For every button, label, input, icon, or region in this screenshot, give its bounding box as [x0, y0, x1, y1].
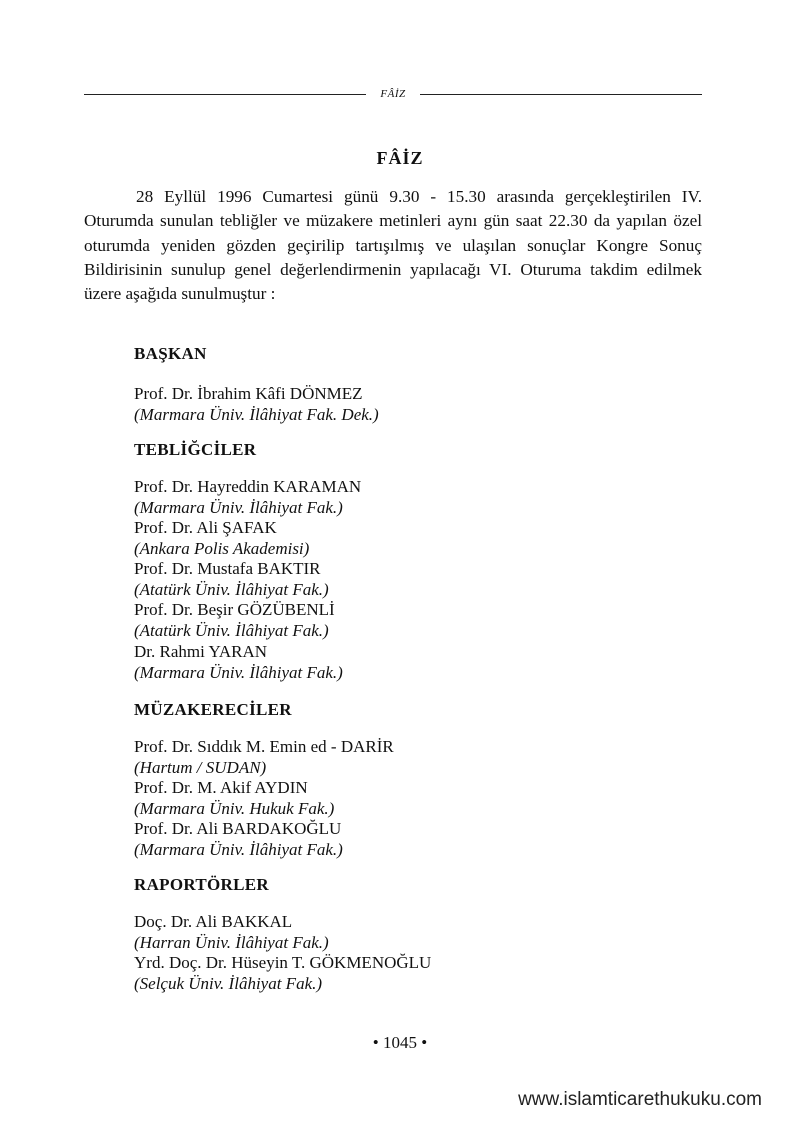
intro-text: 28 Eyllül 1996 Cumartesi günü 9.30 - 15.30 arasında gerçekleştirilen IV. Oturumda sunulan tebliğler ve müzakere metinleri aynı gün saat 22.30 da yapılan özel oturumda yeniden gözden geçirilip tartışılmış ve ulaşılan sonuçlar Kongre Sonuç Bildirisinin sunulup genel değerlendirmenin yapılacağı VI. Oturuma takdim edilmek üzere aşağıda sunulmuştur :	[84, 187, 702, 304]
person-name: Prof. Dr. İbrahim Kâfi DÖNMEZ	[134, 384, 363, 403]
page-title: FÂİZ	[376, 148, 424, 168]
running-header	[84, 88, 702, 100]
person-entry	[134, 737, 394, 778]
person-name: Prof. Dr. Beşir GÖZÜBENLİ	[134, 600, 335, 619]
intro-paragraph	[84, 185, 702, 306]
person-entry	[134, 953, 431, 994]
person-entry	[134, 642, 343, 683]
person-entry	[134, 778, 334, 819]
running-title: FÂİZ	[380, 88, 406, 100]
person-affiliation: (Hartum / SUDAN)	[134, 757, 267, 777]
watermark-url: www.islamticarethukuku.com	[518, 1089, 762, 1110]
person-name: Prof. Dr. Ali BARDAKOĞLU	[134, 819, 342, 838]
section-heading-baskan: BAŞKAN	[134, 344, 207, 363]
section-heading-raportorler: RAPORTÖRLER	[134, 875, 269, 894]
person-name: Prof. Dr. Sıddık M. Emin ed - DARİR	[134, 737, 394, 756]
person-affiliation: (Marmara Üniv. İlâhiyat Fak.)	[134, 497, 343, 517]
person-affiliation: (Marmara Üniv. İlâhiyat Fak.)	[134, 662, 343, 682]
person-entry	[134, 600, 335, 641]
header-rule-right	[420, 94, 702, 95]
person-entry	[134, 518, 309, 559]
person-affiliation: (Selçuk Üniv. İlâhiyat Fak.)	[134, 973, 323, 993]
person-name: Dr. Rahmi YARAN	[134, 642, 268, 661]
person-name: Prof. Dr. M. Akif AYDIN	[134, 778, 308, 797]
person-name: Prof. Dr. Mustafa BAKTIR	[134, 559, 321, 578]
section-heading-muzakereciler: MÜZAKERECİLER	[134, 700, 292, 719]
person-entry	[134, 912, 329, 953]
person-affiliation: (Ankara Polis Akademisi)	[134, 538, 310, 558]
person-entry	[134, 559, 329, 600]
person-name: Yrd. Doç. Dr. Hüseyin T. GÖKMENOĞLU	[134, 953, 432, 972]
header-rule-left	[84, 94, 366, 95]
person-affiliation: (Marmara Üniv. İlâhiyat Fak.)	[134, 839, 343, 859]
person-entry	[134, 384, 379, 425]
section-heading-tebligciler: TEBLİĞCİLER	[134, 440, 257, 459]
page-number: • 1045 •	[372, 1033, 428, 1052]
person-name: Prof. Dr. Hayreddin KARAMAN	[134, 477, 362, 496]
person-affiliation: (Harran Üniv. İlâhiyat Fak.)	[134, 932, 329, 952]
person-name: Prof. Dr. Ali ŞAFAK	[134, 518, 277, 537]
person-name: Doç. Dr. Ali BAKKAL	[134, 912, 293, 931]
person-entry	[134, 477, 361, 518]
person-affiliation: (Marmara Üniv. İlâhiyat Fak. Dek.)	[134, 404, 379, 424]
person-affiliation: (Atatürk Üniv. İlâhiyat Fak.)	[134, 579, 329, 599]
person-entry	[134, 819, 343, 860]
person-affiliation: (Marmara Üniv. Hukuk Fak.)	[134, 798, 335, 818]
person-affiliation: (Atatürk Üniv. İlâhiyat Fak.)	[134, 620, 329, 640]
